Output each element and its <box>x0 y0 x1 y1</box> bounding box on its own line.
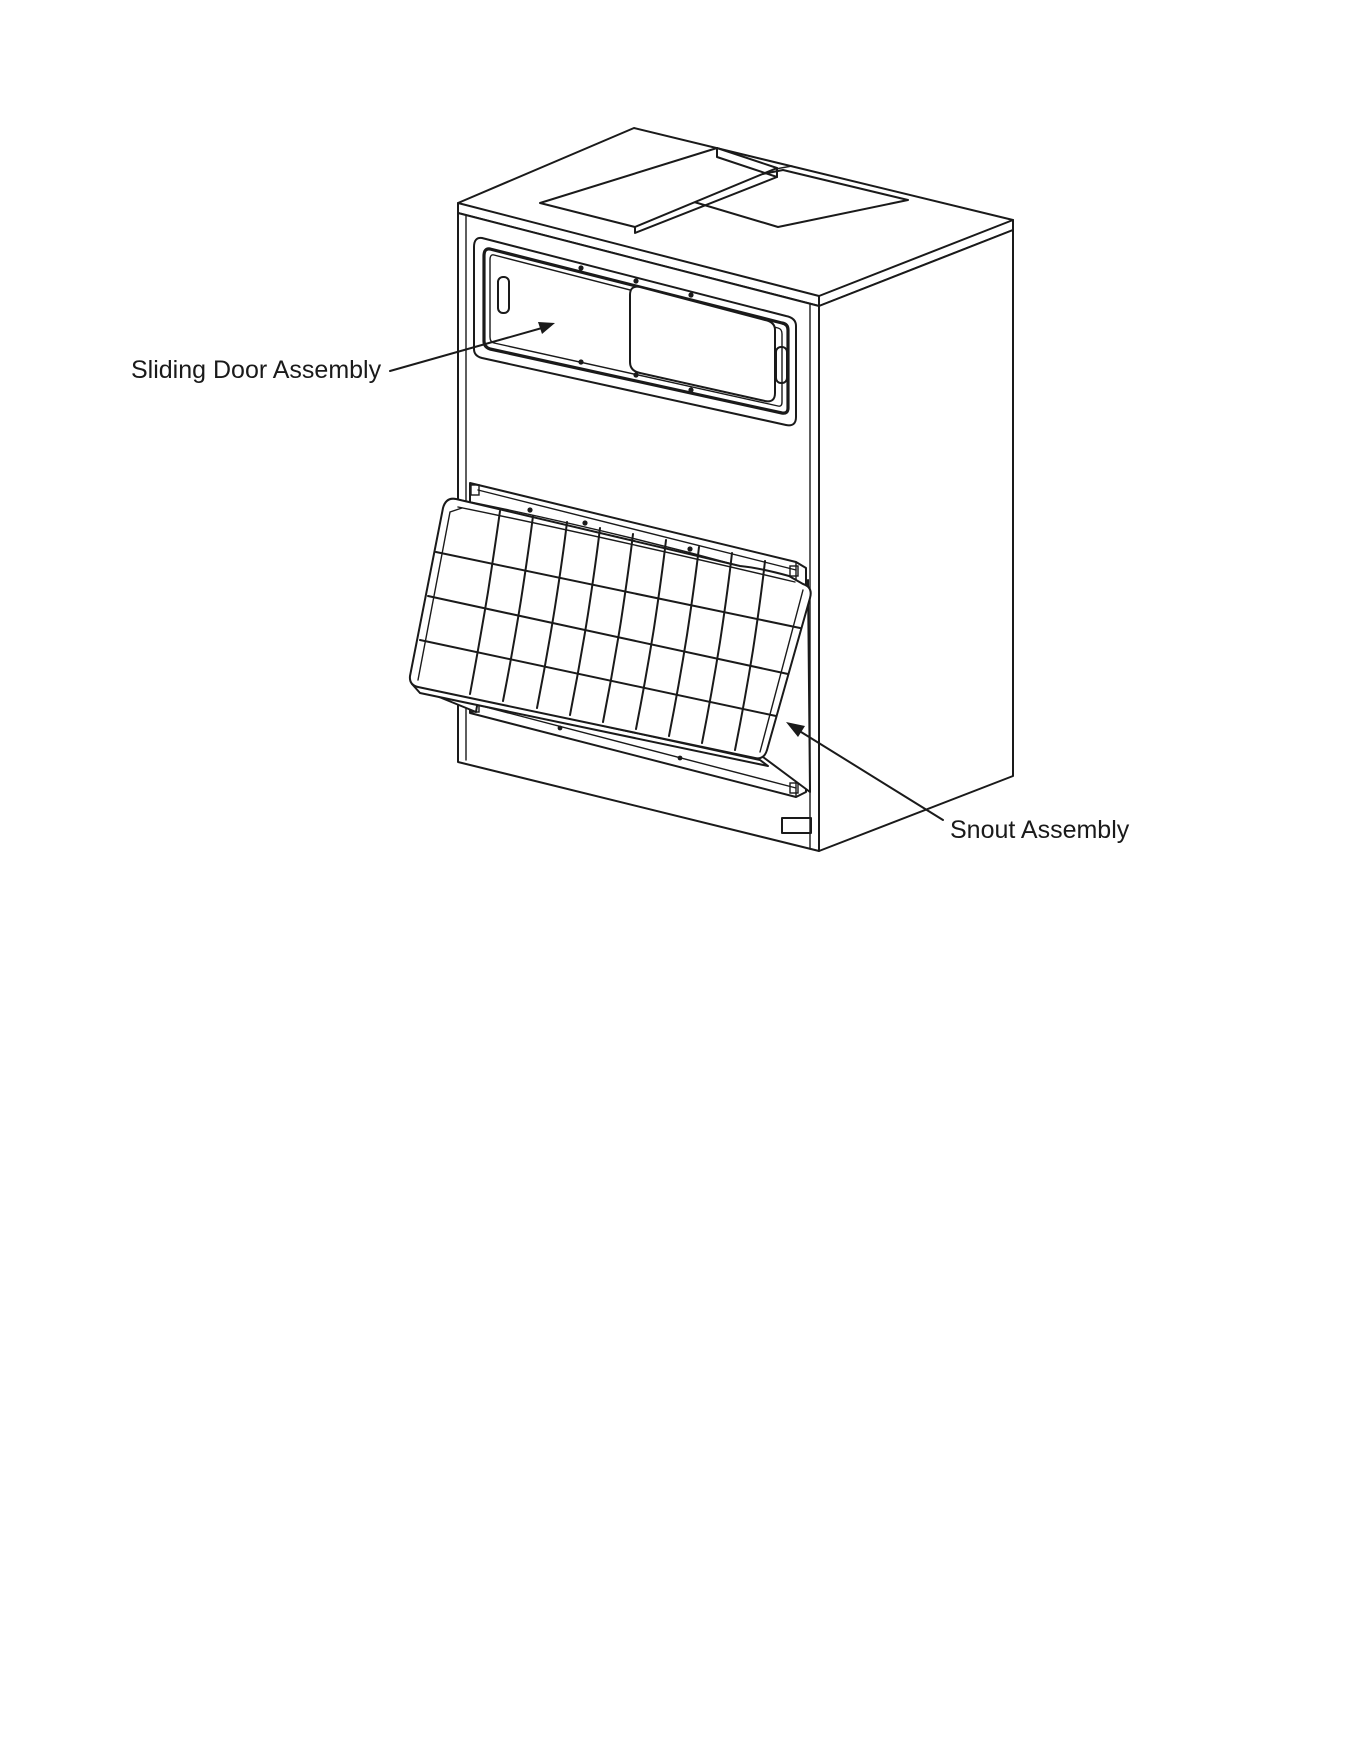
sliding-door-assembly-label: Sliding Door Assembly <box>131 356 382 384</box>
snout-assembly-label: Snout Assembly <box>950 816 1130 844</box>
cabinet-side-face <box>819 230 1013 851</box>
